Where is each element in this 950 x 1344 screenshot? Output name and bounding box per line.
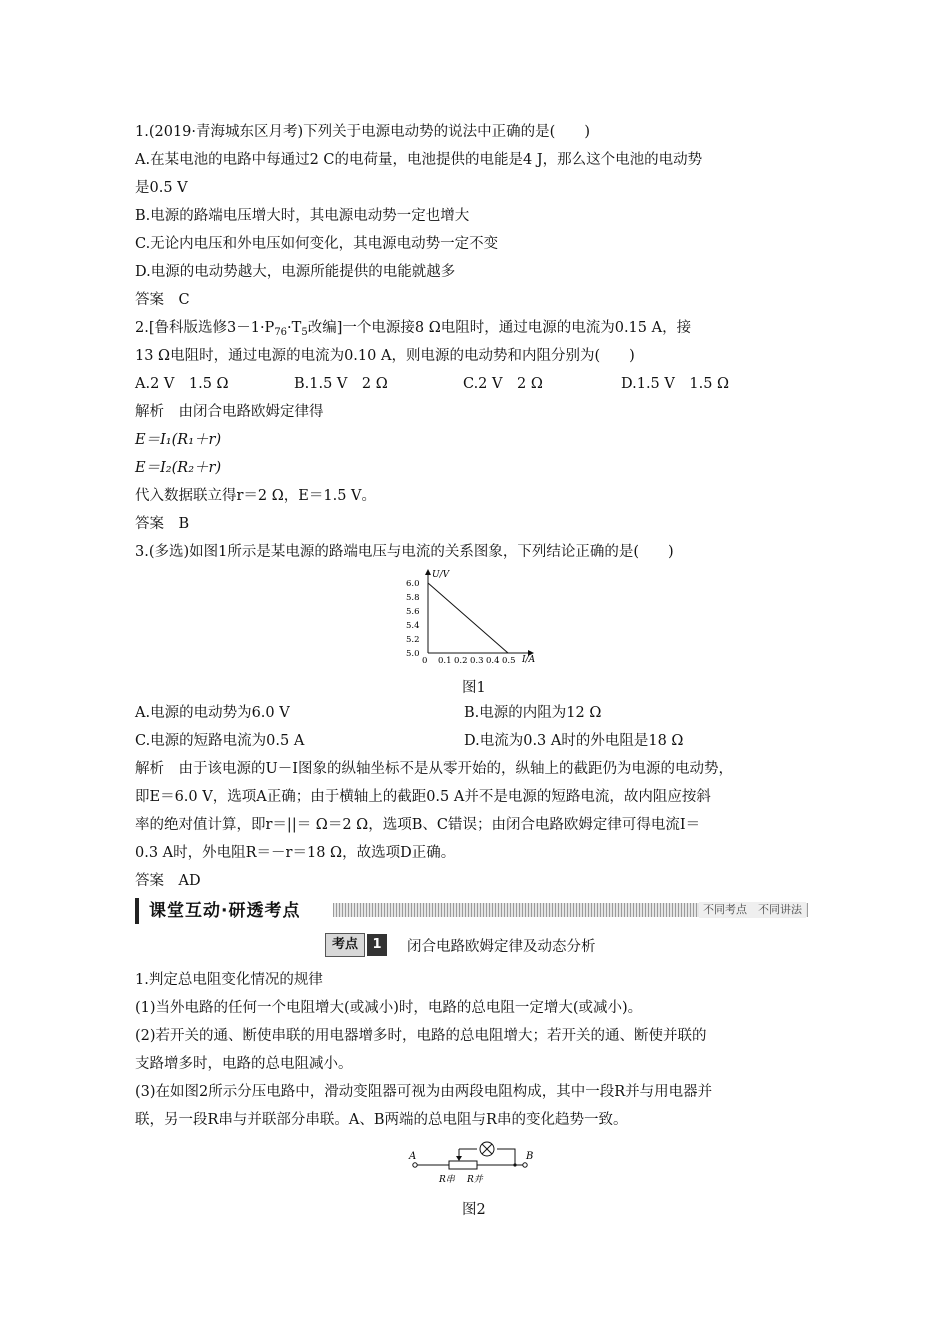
rules-point-2-line2: 支路增多时，电路的总电阻减小。 xyxy=(135,1056,353,1072)
q2-option-a: A.2 V 1.5 Ω xyxy=(135,376,229,392)
x-axis-label: I/A xyxy=(522,655,536,665)
rules-heading: 1.判定总电阻变化情况的规律 xyxy=(135,972,323,988)
section-title: 课堂互动·研透考点 xyxy=(135,898,306,924)
label-r-series: R串 xyxy=(439,1175,455,1185)
kaodian-title: 闭合电路欧姆定律及动态分析 xyxy=(407,938,596,955)
q2-stem-part-c: 改编]一个电源接8 Ω电阻时，通过电源的电流为0.15 A，接 xyxy=(307,320,692,336)
x-tick-label-0: 0 xyxy=(422,656,428,665)
q1-stem: 1.(2019·青海城东区月考)下列关于电源电动势的说法中正确的是( ) xyxy=(135,124,590,140)
y-tick-label-4: 5.8 xyxy=(406,593,420,603)
q2-stem-line2: 13 Ω电阻时，通过电源的电流为0.10 A，则电源的电动势和内阻分别为( ) xyxy=(135,348,635,364)
terminal-b xyxy=(523,1163,527,1167)
kaodian-heading xyxy=(325,933,596,957)
kaodian-tag: 考点 xyxy=(325,933,365,957)
banner-subtitle: 不同考点 不同讲法 xyxy=(699,902,806,918)
q2-analysis: 解析 由闭合电路欧姆定律得 xyxy=(135,404,324,420)
label-a: A xyxy=(409,1151,417,1162)
q2-option-d: D.1.5 V 1.5 Ω xyxy=(621,376,730,392)
rules-point-2-line1: (2)若开关的通、断使串联的用电器增多时，电路的总电阻增大；若开关的通、断使并联的 xyxy=(135,1028,707,1044)
label-r-parallel: R并 xyxy=(467,1175,483,1185)
x-tick-label-1: 0.1 xyxy=(438,656,452,665)
q1-option-a-line2: 是0.5 V xyxy=(135,180,188,196)
x-tick-label-4: 0.4 xyxy=(486,656,500,665)
section-banner xyxy=(135,898,810,924)
q3-analysis-line2: 即E＝6.0 V，选项A正确；由于横轴上的截距0.5 A并不是电源的短路电流，故内阻应按斜 xyxy=(135,789,711,805)
q2-stem-sub2: 5 xyxy=(301,327,308,338)
q3-option-c: C.电源的短路电流为0.5 A xyxy=(135,733,305,749)
rules-point-3-line1: (3)在如图2所示分压电路中，滑动变阻器可视为由两段电阻构成，其中一段R并与用电器并 xyxy=(135,1084,713,1100)
y-tick-label-1: 5.2 xyxy=(406,635,420,645)
y-tick-label-5: 6.0 xyxy=(406,579,420,589)
q2-stem-part-b: ·T xyxy=(287,320,302,336)
figure-2-caption: 图2 xyxy=(462,1202,486,1218)
y-tick-label-3: 5.6 xyxy=(406,607,420,617)
q3-analysis-line3: 率的绝对值计算，即r＝||＝ Ω＝2 Ω，选项B、C错误；由闭合电路欧姆定律可得电流I＝ xyxy=(135,817,701,833)
x-tick-label-5: 0.5 xyxy=(502,656,516,665)
q2-stem-line1 xyxy=(135,318,691,343)
q2-answer: 答案 B xyxy=(135,516,190,532)
q2-equation-2: E＝I₂(R₂＋r) xyxy=(135,460,222,476)
q1-option-a-line1: A.在某电池的电路中每通过2 C的电荷量，电池提供的电能是4 J，那么这个电池的电动势 xyxy=(135,152,703,168)
q2-stem-sub1: 76 xyxy=(274,327,288,338)
y-axis-label: U/V xyxy=(432,570,450,580)
q1-option-c: C.无论内电压和外电压如何变化，其电源电动势一定不变 xyxy=(135,236,499,252)
q2-option-b: B.1.5 V 2 Ω xyxy=(294,376,388,392)
x-tick-label-2: 0.2 xyxy=(454,656,468,665)
q3-option-d: D.电流为0.3 A时的外电阻是18 Ω xyxy=(464,733,684,749)
q3-analysis-line1: 解析 由于该电源的U－I图象的纵轴坐标不是从零开始的，纵轴上的截距仍为电源的电动势， xyxy=(135,761,733,777)
q3-option-b: B.电源的内阻为12 Ω xyxy=(464,705,602,721)
figure-1-caption: 图1 xyxy=(462,680,486,696)
q2-solution: 代入数据联立得r＝2 Ω，E＝1.5 V。 xyxy=(135,488,377,504)
q3-answer: 答案 AD xyxy=(135,873,201,889)
rheostat xyxy=(449,1161,477,1169)
figure-1-chart xyxy=(405,565,545,665)
figure-2-circuit xyxy=(405,1135,555,1190)
x-tick-label-3: 0.3 xyxy=(470,656,484,665)
kaodian-number: 1 xyxy=(367,934,387,956)
terminal-a xyxy=(413,1163,417,1167)
rules-point-3-line2: 联，另一段R串与并联部分串联。A、B两端的总电阻与R串的变化趋势一致。 xyxy=(135,1112,628,1128)
q2-stem-part-a: 2.[鲁科版选修3－1·P xyxy=(135,320,275,336)
q3-stem: 3.(多选)如图1所示是某电源的路端电压与电流的关系图象，下列结论正确的是( ) xyxy=(135,544,674,560)
q3-analysis-line4: 0.3 A时，外电阻R＝－r＝18 Ω，故选项D正确。 xyxy=(135,845,456,861)
q2-option-c: C.2 V 2 Ω xyxy=(463,376,543,392)
rules-point-1: (1)当外电路的任何一个电阻增大(或减小)时，电路的总电阻一定增大(或减小)。 xyxy=(135,1000,643,1016)
label-b: B xyxy=(526,1151,534,1162)
q2-equation-1: E＝I₁(R₁＋r) xyxy=(135,432,222,448)
q1-option-d: D.电源的电动势越大，电源所能提供的电能就越多 xyxy=(135,264,456,280)
y-tick-label-2: 5.4 xyxy=(406,621,420,631)
q3-option-a: A.电源的电动势为6.0 V xyxy=(135,705,290,721)
q1-option-b: B.电源的路端电压增大时，其电源电动势一定也增大 xyxy=(135,208,470,224)
series-line xyxy=(428,583,508,653)
y-tick-label-0: 5.0 xyxy=(406,649,420,659)
q1-answer: 答案 C xyxy=(135,292,190,308)
